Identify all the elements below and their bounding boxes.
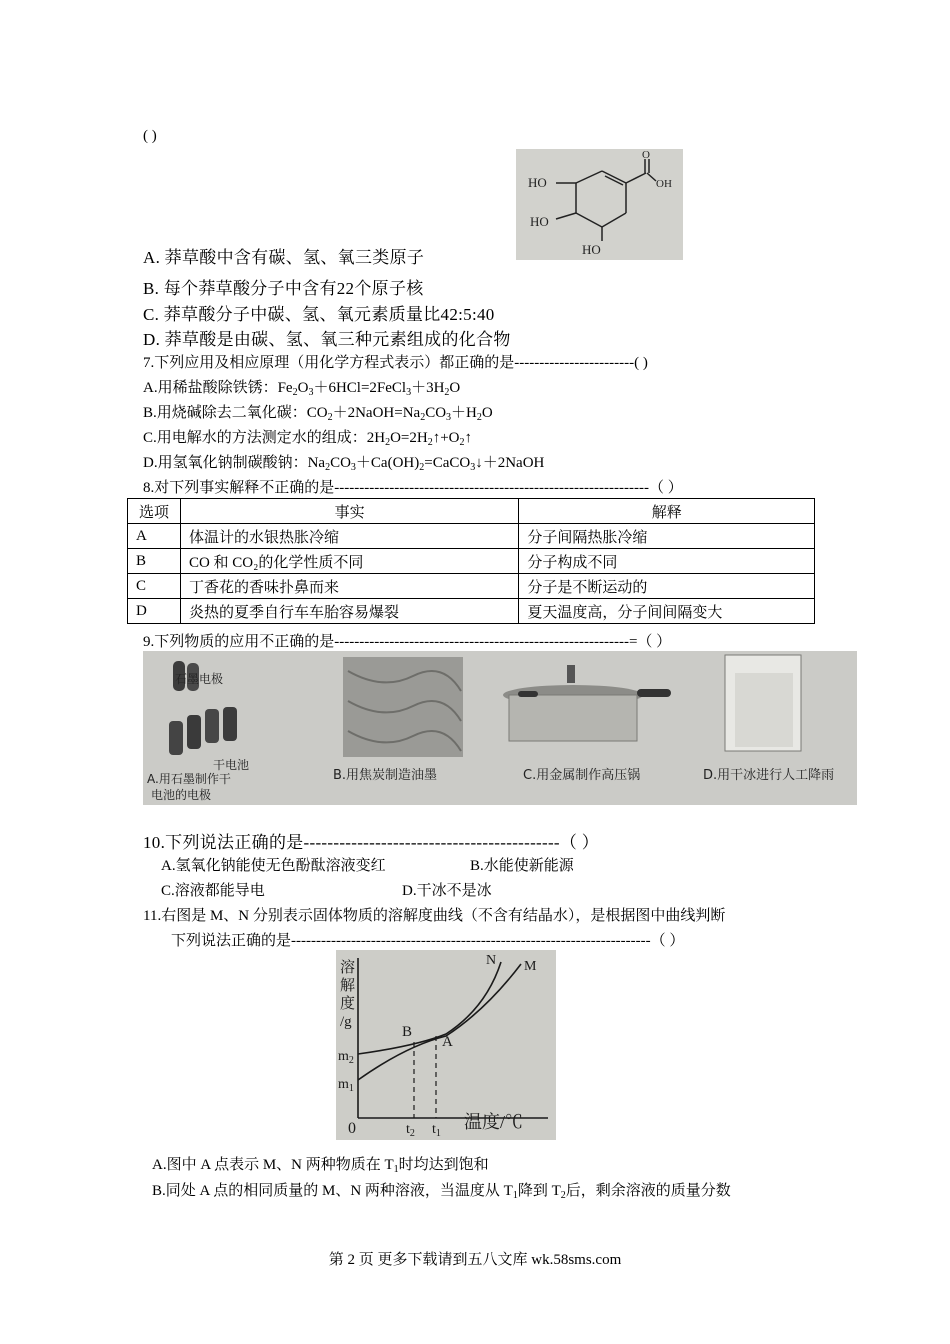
- q8-explanation-cell: 分子构成不同: [519, 549, 815, 574]
- q11-stem-line2: 下列说法正确的是------------------------------------------------------------------------（ ）: [171, 933, 685, 949]
- q10-option-d: D.干冰不是冰: [402, 883, 492, 899]
- table-row: [128, 549, 815, 574]
- table-row: [128, 524, 815, 549]
- q9-label-a-line2: 电池的电极: [151, 788, 212, 802]
- q11-option-a: A.图中 A 点表示 M、N 两种物质在 $T_1$时均达到饱和: [152, 1157, 489, 1175]
- q10-stem: 10.下列说法正确的是-------------------------------------------（ ）: [143, 833, 600, 852]
- point-b-label: B: [402, 1024, 413, 1040]
- structure-label-ho-2: HO: [530, 214, 549, 229]
- curve-m: [358, 964, 521, 1080]
- q8-fact-cell: 炎热的夏季自行车车胎容易爆裂: [180, 599, 518, 624]
- q9-label-b: B.用焦炭制造油墨: [333, 768, 438, 783]
- q11-option-b-text: B.同处 A 点的相同质量的 M、N 两种溶液，当温度从 T: [152, 1183, 513, 1199]
- q7-option-c: C.用电解水的方法测定水的组成：$2H_2O=2H_2↑+O_2↑$: [143, 430, 473, 448]
- graphite-electrode-label: 石墨电极: [175, 672, 224, 686]
- q11-stem-line1: 11.右图是 M、N 分别表示固体物质的溶解度曲线（不含有结晶水），是根据图中曲线判断: [143, 908, 726, 924]
- q7-stem: 7.下列应用及相应原理（用化学方程式表示）都正确的是------------------------( ): [143, 355, 648, 371]
- m2-label: $m_2$: [338, 1049, 354, 1066]
- q7-option-a: A.用稀盐酸除铁锈：$Fe_2O_3+6HCl=2FeCl_3+3H_2O$: [143, 380, 461, 398]
- q10-option-c: C.溶液都能导电: [161, 883, 265, 899]
- table-row: [128, 574, 815, 599]
- origin-label: 0: [348, 1120, 356, 1137]
- y-label-1: 溶: [340, 960, 356, 976]
- dry-battery-icon: [169, 707, 237, 755]
- solubility-curve-image: [336, 950, 556, 1140]
- q7-option-c-text: C.用电解水的方法测定水的组成：2H: [143, 430, 386, 446]
- q11-option-a-text: A.图中 A 点表示 M、N 两种物质在 T: [152, 1157, 394, 1173]
- structure-label-ho-3: HO: [582, 242, 601, 257]
- q9-stem: 9.下列物质的应用不正确的是-----------------------------------------------------------=（ ）: [143, 634, 672, 650]
- t2-label: $t_2$: [406, 1122, 415, 1139]
- q8-option-cell: D: [128, 599, 181, 624]
- q9-illustrations: [143, 651, 857, 805]
- q8-explanation-cell: 夏天温度高，分子间间隔变大: [519, 599, 815, 624]
- q7-option-d: D.用氢氧化钠制碳酸钠：$Na_2CO_3+Ca(OH)_2=CaCO_3↓+2NaOH$: [143, 455, 545, 473]
- q11-option-b: B.同处 A 点的相同质量的 M、N 两种溶液，当温度从 $T_1$降到 $T_2$后，剩余溶液的质量分数: [152, 1183, 731, 1201]
- t1-label: $t_1$: [432, 1122, 441, 1139]
- structure-label-ho-1: HO: [528, 175, 547, 190]
- q8-option-cell: C: [128, 574, 181, 599]
- structure-diagram: [516, 149, 683, 260]
- q8-fact-cell: 体温计的水银热胀冷缩: [180, 524, 518, 549]
- curve-n-label: N: [486, 953, 497, 968]
- q8-header-explanation: 解释: [519, 499, 815, 524]
- q10-option-b: B.水能使新能源: [470, 858, 574, 874]
- q7-option-b: B.用烧碱除去二氧化碳：$CO_2+2NaOH=Na_2CO_3+H_2O$: [143, 405, 493, 423]
- q8-fact-cell: CO 和 CO₂的化学性质不同: [180, 549, 518, 574]
- q9-applications-image: [143, 651, 857, 805]
- q7-option-b-text: B.用烧碱除去二氧化碳：CO: [143, 405, 328, 421]
- y-label-3: 度: [340, 996, 356, 1012]
- q8-option-cell: A: [128, 524, 181, 549]
- table-row: [128, 599, 815, 624]
- q6-option-b: B. 每个莽草酸分子中含有22个原子核: [143, 279, 424, 298]
- q8-table-header: [128, 499, 815, 524]
- dry-battery-label: 干电池: [213, 758, 250, 772]
- pressure-cooker-icon: [503, 665, 671, 741]
- q9-label-c: C.用金属制作高压锅: [523, 768, 641, 783]
- shikimic-acid-structure-image: [516, 149, 683, 260]
- q8-table: [127, 498, 815, 624]
- q6-answer-bracket: ( ): [143, 128, 157, 144]
- structure-label-o: O: [642, 149, 650, 161]
- page-footer: 第 2 页 更多下载请到五八文库 wk.58sms.com: [328, 1252, 622, 1268]
- x-axis-label: 温度/℃: [464, 1112, 524, 1132]
- curve-m-label: M: [524, 959, 537, 974]
- q8-option-cell: B: [128, 549, 181, 574]
- solubility-graph: [336, 950, 556, 1140]
- q10-option-a: A.氢氧化钠能使无色酚酞溶液变红: [161, 858, 386, 874]
- q11-option-b-text-end: 后，剩余溶液的质量分数: [565, 1183, 731, 1199]
- q8-header-option: 选项: [128, 499, 181, 524]
- q8-header-fact: 事实: [180, 499, 518, 524]
- q6-option-d: D. 莽草酸是由碳、氢、氧三种元素组成的化合物: [143, 330, 511, 349]
- q9-label-d: D.用干冰进行人工降雨: [703, 768, 835, 783]
- q9-label-a-line1: A.用石墨制作干: [147, 772, 231, 786]
- q6-option-a: A. 莽草酸中含有碳、氢、氧三类原子: [143, 248, 425, 267]
- m1-label: $m_1$: [338, 1077, 354, 1094]
- q8-stem: 8.对下列事实解释不正确的是---------------------------------------------------------------（ ）: [143, 480, 683, 496]
- q7-option-d-text: D.用氢氧化钠制碳酸钠：Na: [143, 455, 326, 471]
- q8-explanation-cell: 分子是不断运动的: [519, 574, 815, 599]
- point-a-label: A: [442, 1034, 453, 1050]
- q7-option-a-text: A.用稀盐酸除铁锈：Fe: [143, 380, 293, 396]
- dry-ice-icon: [725, 655, 801, 751]
- y-label-2: 解: [340, 978, 356, 994]
- q8-fact-cell: 丁香花的香味扑鼻而来: [180, 574, 518, 599]
- y-label-4: /g: [340, 1014, 352, 1030]
- q11-option-a-text-end: 时均达到饱和: [398, 1157, 489, 1173]
- q8-explanation-cell: 分子间隔热胀冷缩: [519, 524, 815, 549]
- q6-option-c: C. 莽草酸分子中碳、氢、氧元素质量比42:5:40: [143, 305, 495, 324]
- q11-option-b-text-mid: 降到 T: [517, 1183, 561, 1199]
- structure-label-oh: OH: [656, 178, 672, 190]
